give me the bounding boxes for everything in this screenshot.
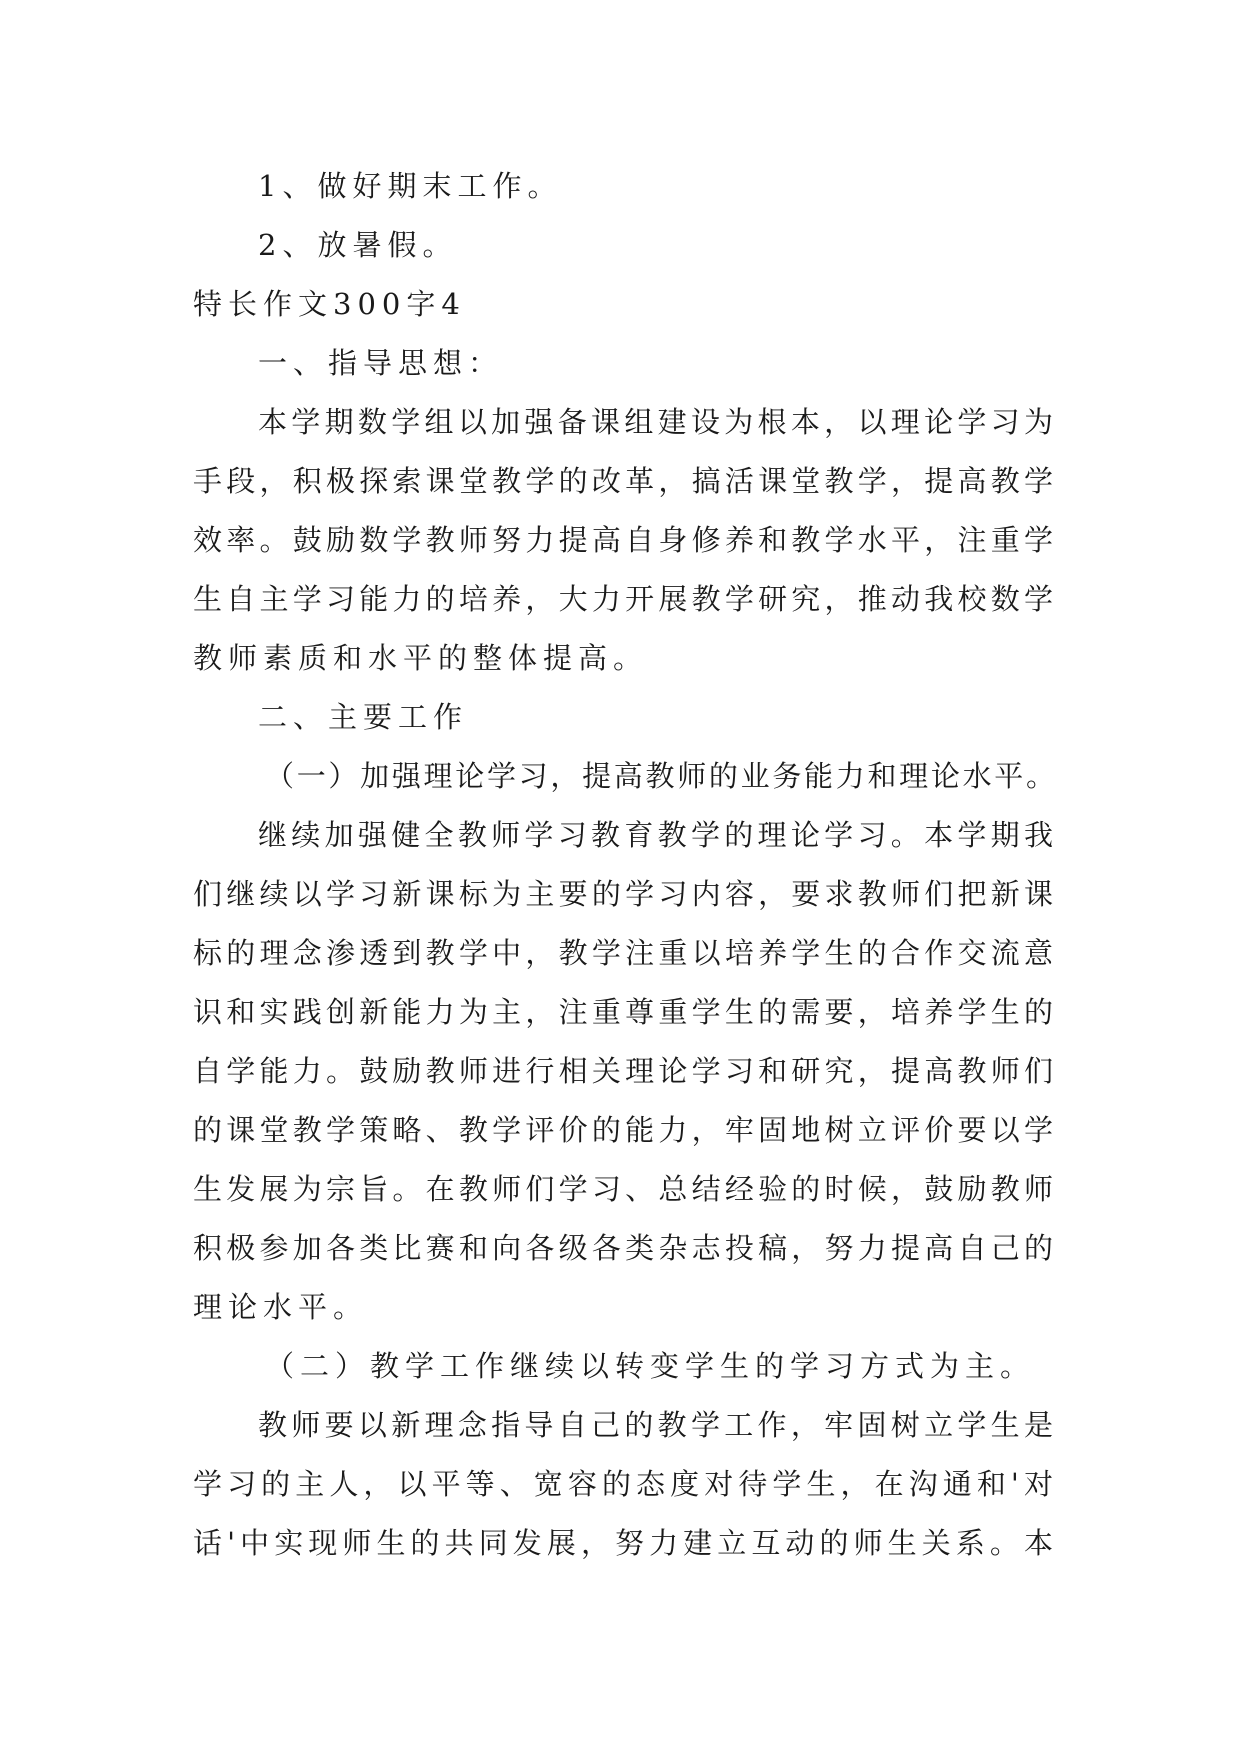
paragraph-line: 学习的主人，以平等、宽容的态度对待学生，在沟通和'对: [193, 1467, 1053, 1501]
paragraph-line: 生自主学习能力的培养，大力开展教学研究，推动我校数学: [193, 582, 1053, 616]
paragraph-line: 标的理念渗透到教学中，教学注重以培养学生的合作交流意: [193, 936, 1053, 970]
paragraph-line: 教师要以新理念指导自己的教学工作，牢固树立学生是: [258, 1408, 1053, 1442]
paragraph-line: 理论水平。: [193, 1290, 369, 1324]
subheading-1: （一）加强理论学习，提高教师的业务能力和理论水平。: [265, 759, 1055, 793]
paragraph-line: 积极参加各类比赛和向各级各类杂志投稿，努力提高自己的: [193, 1231, 1053, 1265]
paragraph-line: 的课堂教学策略、教学评价的能力，牢固地树立评价要以学: [193, 1113, 1053, 1147]
subheading-2: （二）教学工作继续以转变学生的学习方式为主。: [265, 1349, 1036, 1383]
paragraph-line: 手段，积极探索课堂教学的改革，搞活课堂教学，提高教学: [193, 464, 1053, 498]
section-title: 特长作文300字4: [193, 287, 466, 321]
paragraph-line: 继续加强健全教师学习教育教学的理论学习。本学期我: [258, 818, 1053, 852]
paragraph-line: 话'中实现师生的共同发展，努力建立互动的师生关系。本: [193, 1526, 1053, 1560]
list-item-1: 1、做好期末工作。: [258, 169, 563, 203]
paragraph-line: 教师素质和水平的整体提高。: [193, 641, 649, 675]
heading-guiding-thought: 一、指导思想：: [258, 346, 504, 380]
heading-main-work: 二、主要工作: [258, 700, 469, 734]
paragraph-line: 们继续以学习新课标为主要的学习内容，要求教师们把新课: [193, 877, 1053, 911]
list-item-2: 2、放暑假。: [258, 228, 458, 262]
paragraph-line: 本学期数学组以加强备课组建设为根本，以理论学习为: [258, 405, 1053, 439]
paragraph-line: 生发展为宗旨。在教师们学习、总结经验的时候，鼓励教师: [193, 1172, 1053, 1206]
paragraph-line: 效率。鼓励数学教师努力提高自身修养和教学水平，注重学: [193, 523, 1053, 557]
paragraph-line: 识和实践创新能力为主，注重尊重学生的需要，培养学生的: [193, 995, 1053, 1029]
paragraph-line: 自学能力。鼓励教师进行相关理论学习和研究，提高教师们: [193, 1054, 1053, 1088]
